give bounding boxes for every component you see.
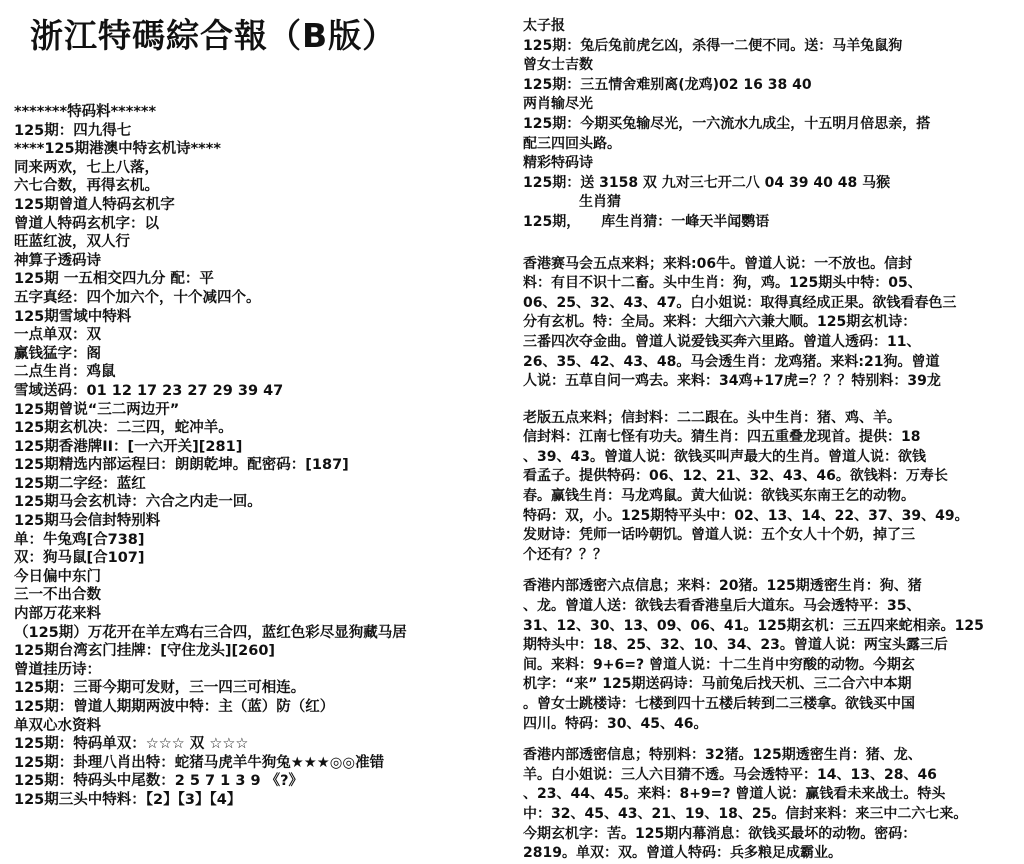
text-line: 125期三头中特料：【2】【3】【4】 — [14, 791, 242, 808]
text-line: 机字：“来” 125期送码诗：马前兔后找天机、三二合六中本期 — [523, 676, 912, 693]
text-block — [523, 577, 1023, 734]
text-line: 三一不出合数 — [14, 587, 101, 604]
text-line: 人说：五草自问一鸡去。来料：34鸡+17虎=？？？特别料：39龙 — [523, 373, 941, 390]
text-line: *******特码料****** — [14, 104, 157, 120]
text-line: 二点生肖：鸡鼠 — [14, 364, 116, 381]
text-line: 个还有？？？ — [523, 546, 607, 563]
text-line: 125期：送 3158 双 九对三七开二八 04 39 40 48 马猴 — [523, 174, 891, 191]
text-line: 125期二字经：蓝红 — [14, 475, 146, 492]
text-line: 125期马会玄机诗：六合之内走一回。 — [14, 494, 262, 511]
text-line: 配三四回头路。 — [523, 135, 621, 152]
text-line: 、龙。曾道人送：欲钱去看香港皇后大道东。马会透特平：35、 — [523, 598, 921, 615]
text-block — [523, 17, 1023, 233]
text-block — [523, 409, 1023, 566]
text-line: 内部万花来料 — [14, 606, 101, 623]
text-line: 料：有目不识十二畜。头中生肖：狗，鸡。125期头中特：05、 — [523, 275, 922, 292]
text-line: 、39、43。曾道人说：欲钱买叫声最大的生肖。曾道人说：欲钱 — [523, 448, 926, 465]
text-line: 单：牛兔鸡[合738] — [14, 531, 145, 548]
text-line: 神算子透码诗 — [14, 252, 101, 269]
text-line: 125期：特码头中尾数：2 5 7 1 3 9 《?》 — [14, 773, 304, 790]
text-line: 四川。特码：30、45、46。 — [523, 715, 708, 732]
text-line: 2819。单双：双。曾道人特码：兵多粮足成霸业。 — [523, 845, 842, 862]
text-line: 26、35、42、43、48。马会透生肖：龙鸡猪。来料:21狗。曾道 — [523, 353, 940, 370]
text-line: 期特头中：18、25、32、10、34、23。曾道人说：两宝头露三后 — [523, 637, 948, 654]
text-line: 125期：曾道人期期两波中特：主（蓝）防（红） — [14, 699, 335, 715]
text-line: 香港内部透密六点信息；来料：20猪。125期透密生肖：狗、猪 — [523, 578, 922, 595]
text-line: 同来两欢，七上八落， — [14, 159, 159, 176]
text-line: 香港内部透密信息；特别料：32猪。125期透密生肖：猪、龙、 — [523, 747, 922, 764]
text-line: 中：32、45、43、21、19、18、25。信封来料：来三中二六七来。 — [523, 805, 968, 822]
text-line: 单双心水资料 — [14, 717, 101, 734]
text-line: 分有玄机。特：全局。来料：大细六六兼大顺。125期玄机诗： — [523, 314, 917, 331]
text-line: ****125期港澳中特玄机诗**** — [14, 141, 221, 158]
text-line: 赢钱猛字：阁 — [14, 345, 101, 362]
text-line: 125期：卦理八肖出特：蛇猪马虎羊牛狗兔★★★◎◎准错 — [14, 754, 385, 771]
text-line: 生肖猜 — [523, 194, 621, 211]
text-line: 125期台湾玄门挂牌：[守住龙头][260] — [14, 643, 276, 660]
text-line: 06、25、32、43、47。白小姐说：取得真经成正果。欲钱看春色三 — [523, 294, 957, 311]
text-line: 看孟子。提供特码：06、12、21、32、43、46。欲钱料：万寿长 — [523, 468, 948, 485]
text-line: 125期：特码单双：☆☆☆ 双 ☆☆☆ — [14, 736, 249, 753]
text-line: 太子报 — [523, 18, 565, 34]
text-line: 125期， 库生肖猜：一峰天半闻鹦语 — [523, 213, 770, 230]
text-line: 、23、44、45。来料：8+9=? 曾道人说：赢钱看未来战士。特头 — [523, 786, 946, 803]
text-line: 一点单双：双 — [14, 327, 101, 344]
text-line: 特码：双，小。125期特平头中：02、13、14、22、37、39、49。 — [523, 507, 969, 524]
text-line: 125期马会信封特别料 — [14, 513, 161, 530]
text-line: 125期精选内部运程曰：朗朗乾坤。配密码：[187] — [14, 457, 349, 474]
text-line: 31、12、30、13、09、06、41。125期玄机：三五四来蛇相亲。125 — [523, 617, 984, 634]
text-line: 曾道人特码玄机字：以 — [14, 215, 159, 232]
text-line: 今日偏中东门 — [14, 568, 101, 585]
text-line: 两肖输尽光 — [523, 96, 593, 113]
page-title: 浙江特碼綜合報（B版） — [30, 16, 397, 55]
text-line: 双：狗马鼠[合107] — [14, 550, 145, 567]
text-line: 香港赛马会五点来料；来料:06牛。曾道人说：一不放也。信封 — [523, 255, 913, 272]
text-line: 今期玄机字：苦。125期内幕消息：欲钱买最坏的动物。密码： — [523, 825, 917, 842]
text-line: 雪域送码：01 12 17 23 27 29 39 47 — [14, 382, 284, 399]
text-line: 125期：三五情舍难别离(龙鸡)02 16 38 40 — [523, 76, 812, 93]
text-line: 曾女士吉数 — [523, 57, 593, 74]
text-line: 。曾女士跳楼诗：七楼到四十五楼后转到二三楼拿。欲钱买中国 — [523, 696, 915, 712]
text-line: 125期玄机决：二三四，蛇冲羊。 — [14, 420, 233, 437]
text-line: 五字真经：四个加六个，十个减四个。 — [14, 289, 261, 306]
text-line: 间。来料：9+6=? 曾道人说：十二生肖中穷酸的动物。今期玄 — [523, 656, 915, 673]
text-line: 曾道挂历诗： — [14, 661, 101, 678]
text-line: 信封料：江南七怪有功夫。猜生肖：四五重叠龙现首。提供：18 — [523, 429, 921, 446]
text-block — [523, 746, 1023, 864]
text-line: 125期曾说“三二两边开” — [14, 401, 180, 418]
text-line: 125期：三哥今期可发财，三一四三可相连。 — [14, 680, 306, 697]
text-line: 老版五点来料；信封料：二二跟在。头中生肖：猪、鸡、羊。 — [523, 409, 901, 426]
text-line: 125期：今期买兔输尽光，一六流水九成尘，十五明月倍思亲，搭 — [523, 115, 931, 132]
text-line: 春。赢钱生肖：马龙鸡鼠。黄大仙说：欲钱买东南王乞的动物。 — [523, 488, 915, 505]
text-line: 羊。白小姐说：三人六目猜不透。马会透特平：14、13、28、46 — [523, 766, 937, 783]
text-line: 精彩特码诗 — [523, 155, 593, 172]
left-column — [14, 103, 509, 810]
text-line: 125期雪域中特料 — [14, 308, 132, 325]
text-line: 125期曾道人特码玄机字 — [14, 196, 175, 213]
text-line: 六七合数，再得玄机。 — [14, 178, 159, 195]
text-line: 旺蓝红波，双人行 — [14, 234, 130, 251]
text-block — [523, 255, 1023, 392]
right-column — [523, 17, 1023, 864]
text-line: 125期 一五相交四九分 配：平 — [14, 271, 214, 288]
text-line: 125期：四九得七 — [14, 122, 132, 139]
text-line: 发财诗：凭师一话吟朝饥。曾道人说：五个女人十个奶，掉了三 — [523, 527, 915, 544]
text-line: （125期）万花开在羊左鸡右三合四，蓝红色彩尽显狗藏马居 — [14, 624, 407, 641]
text-line: 125期香港牌II：[一六开关][281] — [14, 438, 243, 455]
text-line: 三番四次夺金曲。曾道人说爱钱买奔六里路。曾道人透码：11、 — [523, 333, 921, 350]
text-line: 125期：兔后兔前虎乞凶，杀得一二便不同。送：马羊兔鼠狗 — [523, 37, 903, 54]
